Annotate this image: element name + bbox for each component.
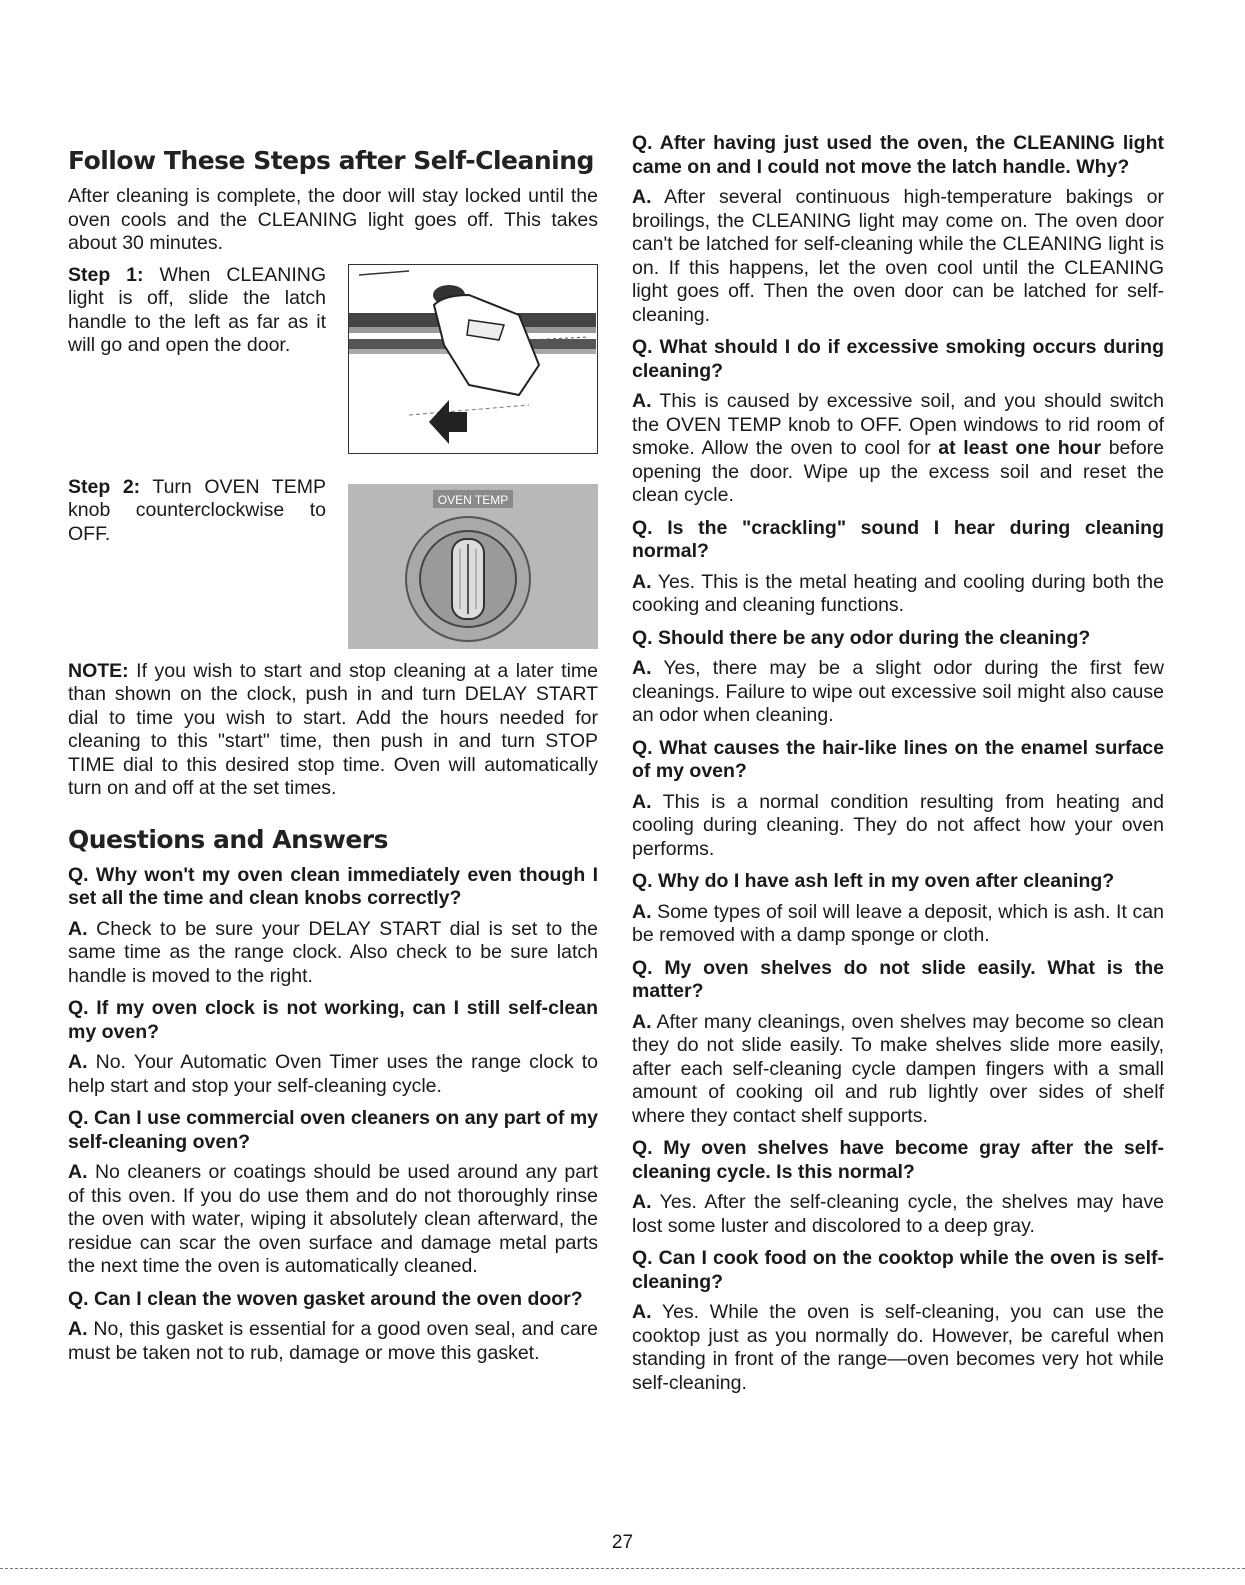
note-label: NOTE: — [68, 659, 129, 682]
answer-label: A. — [68, 1318, 88, 1340]
step-1-label: Step 1: — [68, 263, 144, 286]
answer-label: A. — [632, 1010, 652, 1033]
note-paragraph — [68, 660, 598, 801]
bottom-divider — [0, 1568, 1245, 1569]
question: Q. Can I cook food on the cooktop while the oven is self-cleaning? — [632, 1247, 1164, 1293]
answer-label: A. — [68, 1051, 88, 1073]
step-1 — [68, 264, 598, 464]
answer-label: A. — [632, 1301, 652, 1323]
step-2-body: Turn OVEN TEMP knob counterclockwise to OFF. — [68, 475, 326, 545]
dial-label: OVEN TEMP — [437, 492, 509, 507]
step-1-body: When CLEANING light is off, slide the latch handle to the left as far as it will go and open the door. — [68, 263, 327, 356]
answer-text: This is a normal condition resulting from heating and cooling during cleaning. They do not affect how your oven performs. — [632, 790, 1164, 860]
answer-text: Some types of soil will leave a deposit, which is ash. It can be removed with a damp sponge or cloth. — [632, 900, 1164, 946]
answer-label: A. — [632, 570, 652, 593]
hand-sliding-latch-icon — [349, 265, 596, 452]
answer — [632, 571, 1164, 618]
answer-label: A. — [68, 1161, 88, 1183]
answer-emphasis: at least one hour — [938, 437, 1102, 459]
answer-text: Check to be sure your DELAY START dial is set to the same time as the range clock. Also check to be sure latch handle is moved to the right. — [68, 917, 598, 987]
answer-label: A. — [632, 900, 652, 923]
oven-temp-dial-icon — [348, 484, 598, 649]
answer-text: No. Your Automatic Oven Timer uses the range clock to help start and stop your self-cleaning cycle. — [68, 1051, 598, 1097]
answer — [632, 1011, 1164, 1129]
answer-label: A. — [632, 657, 652, 679]
answer-label: A. — [632, 1191, 652, 1213]
question: Q. After having just used the oven, the CLEANING light came on and I could not move the latch handle. Why? — [632, 132, 1164, 178]
answer-label: A. — [632, 390, 652, 412]
intro-paragraph: After cleaning is complete, the door will stay locked until the oven cools and the CLEANING light goes off. This takes about 30 minutes. — [68, 185, 598, 254]
question: Q. Can I clean the woven gasket around the oven door? — [68, 1287, 583, 1310]
section-heading-after-self-cleaning: Follow These Steps after Self-Cleaning — [68, 146, 594, 175]
left-column — [68, 132, 598, 1365]
note-body: If you wish to start and stop cleaning at a later time than shown on the clock, push in and turn DELAY START dial to time you wish to start. Add the hours needed for cleaning to this "start" time, then push in and turn STOP TIME dial to this desired stop time. Oven will automatically turn on and off at the set times. — [68, 659, 598, 799]
answer — [632, 1191, 1164, 1238]
answer — [68, 1318, 598, 1365]
answer-label: A. — [632, 790, 652, 813]
answer-text: No, this gasket is essential for a good oven seal, and care must be taken not to rub, damage or move this gasket. — [68, 1318, 598, 1364]
question: Q. If my oven clock is not working, can I still self-clean my oven? — [68, 997, 598, 1043]
answer-text: Yes. This is the metal heating and cooling during both the cooking and cleaning functions. — [632, 570, 1164, 616]
question: Q. Why won't my oven clean immediately even though I set all the time and clean knobs correctly? — [68, 863, 598, 909]
answer — [632, 791, 1164, 862]
step-2 — [68, 476, 598, 646]
answer-text: Yes, there may be a slight odor during the first few cleanings. Failure to wipe out excessive soil might also cause an odor when cleaning. — [632, 657, 1164, 726]
question: Q. Why do I have ash left in my oven after cleaning? — [632, 870, 1115, 892]
answer — [68, 1161, 598, 1279]
step-2-text — [68, 476, 326, 547]
answer — [632, 657, 1164, 728]
section-heading-questions-answers: Questions and Answers — [68, 824, 389, 854]
answer-text-end: before opening the door. Wipe up the excess soil and reset the clean cycle. — [632, 437, 1165, 506]
step-2-label: Step 2: — [68, 475, 141, 498]
answer — [68, 918, 598, 989]
step-1-text — [68, 264, 326, 358]
answer — [632, 901, 1164, 948]
question: Q. My oven shelves have become gray after the self-cleaning cycle. Is this normal? — [632, 1137, 1164, 1183]
question: Q. Should there be any odor during the cleaning? — [632, 626, 1091, 649]
latch-handle-illustration — [348, 264, 598, 454]
question: Q. My oven shelves do not slide easily. What is the matter? — [632, 956, 1164, 1002]
answer-label: A. — [68, 917, 88, 940]
question: Q. What causes the hair-like lines on the enamel surface of my oven? — [632, 736, 1164, 782]
answer — [68, 1051, 598, 1098]
answer-text: No cleaners or coatings should be used around any part of this oven. If you do use them and do not thoroughly rinse the oven with water, wiping it absolutely clean afterward, the residue can scar the oven surface and damage metal parts the next time the oven is automatically cleaned. — [68, 1161, 598, 1277]
oven-temp-knob-illustration — [348, 484, 598, 649]
question: Q. Is the "crackling" sound I hear during cleaning normal? — [632, 516, 1164, 562]
answer — [632, 186, 1164, 327]
answer-text: Yes. After the self-cleaning cycle, the shelves may have lost some luster and discolored to a deep gray. — [632, 1191, 1164, 1237]
answer-text: After several continuous high-temperature bakings or broilings, the CLEANING light may come on. The oven door can't be latched for self-cleaning while the CLEANING light is on. If this happens, let the oven cool until the CLEANING light goes off. Then the oven door can be latched for self-cleaning. — [632, 186, 1164, 326]
left-qa-list — [68, 864, 598, 1366]
question: Q. Can I use commercial oven cleaners on any part of my self-cleaning oven? — [68, 1107, 598, 1153]
page-number: 27 — [611, 1532, 634, 1553]
answer-text: Yes. While the oven is self-cleaning, you can use the cooktop just as you normally do. However, be careful when standing in front of the range—oven becomes very hot while self-cleaning. — [632, 1301, 1164, 1394]
answer — [632, 390, 1164, 508]
question: Q. What should I do if excessive smoking occurs during cleaning? — [632, 336, 1164, 382]
answer-label: A. — [632, 186, 652, 208]
answer-text: This is caused by excessive soil, and you should switch the OVEN TEMP knob to OFF. Open windows to rid room of smoke. Allow the oven to cool for — [632, 390, 1164, 459]
answer-text: After many cleanings, oven shelves may become so clean they do not slide easily. To make shelves slide more easily, after each self-cleaning cycle dampen fingers with a small amount of cooking oil and rub lightly over sides of shelf where they contact shelf supports. — [632, 1010, 1164, 1127]
right-column — [632, 132, 1164, 1395]
answer — [632, 1301, 1164, 1395]
